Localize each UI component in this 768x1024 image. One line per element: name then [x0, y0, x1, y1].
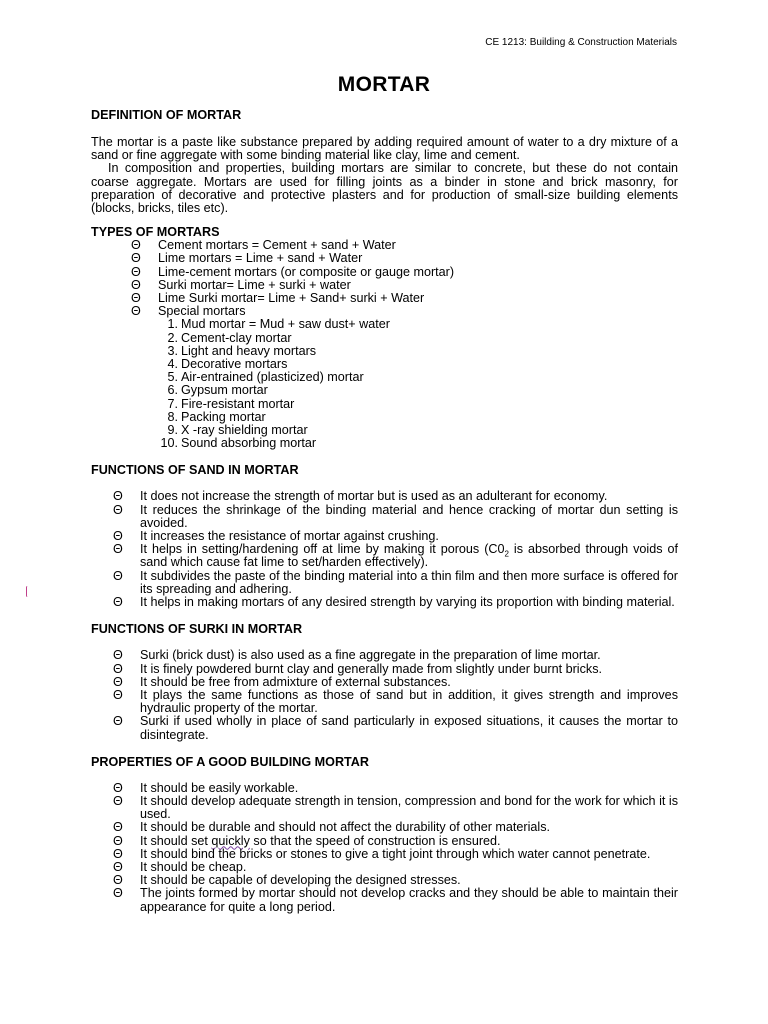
special-mortars-list	[91, 318, 678, 450]
special-mortar-item: 8. Packing mortar	[167, 409, 266, 424]
document-body	[91, 108, 678, 914]
special-mortar-item: 10. Sound absorbing mortar	[160, 436, 317, 451]
stray-pen-mark	[26, 586, 29, 597]
theta-bullet-icon: Θ	[113, 595, 123, 610]
special-mortar-item: 7. Fire-resistant mortar	[167, 396, 295, 411]
property-item: Θ It should bind the bricks or stones to give a tight joint through which water cannot penetrate.	[113, 846, 651, 861]
theta-bullet-icon: Θ	[131, 251, 141, 266]
theta-bullet-icon: Θ	[113, 873, 123, 888]
types-heading: TYPES OF MORTARS	[91, 225, 220, 240]
property-item: Θ It should develop adequate strength in tension, compression and bond for the work for which it is used.	[113, 793, 678, 822]
property-item: Θ It should be capable of developing the designed stresses.	[113, 873, 461, 888]
properties-heading: PROPERTIES OF A GOOD BUILDING MORTAR	[91, 754, 369, 769]
theta-bullet-icon: Θ	[131, 304, 141, 319]
types-item: Θ Cement mortars = Cement + sand + Water	[131, 238, 396, 253]
types-item: Θ Lime mortars = Lime + sand + Water	[131, 251, 363, 266]
property-item: Θ It should be easily workable.	[113, 780, 299, 795]
sand-function-item: Θ It helps in setting/hardening off at lime by making it porous ($C0_2$ is absorbed through voids of sand which cause fat lime to set/harden effectively).	[113, 542, 678, 570]
theta-bullet-icon: Θ	[113, 846, 123, 861]
theta-bullet-icon: Θ	[113, 859, 123, 874]
theta-bullet-icon: Θ	[113, 886, 123, 901]
sand-heading: FUNCTIONS OF SAND IN MORTAR	[91, 463, 299, 478]
theta-bullet-icon: Θ	[131, 238, 141, 253]
sand-function-item: Θ It subdivides the paste of the binding material into a thin film and then more surface is offered for its spreading and adhering.	[113, 568, 678, 596]
theta-bullet-icon: Θ	[131, 264, 141, 279]
theta-bullet-icon: Θ	[113, 661, 123, 676]
sand-functions-list	[91, 490, 678, 609]
special-mortar-item: 4. Decorative mortars	[167, 357, 288, 372]
theta-bullet-icon: Θ	[113, 568, 123, 583]
theta-bullet-icon: Θ	[113, 687, 123, 702]
surki-heading: FUNCTIONS OF SURKI IN MORTAR	[91, 622, 303, 637]
surki-function-item: Θ It plays the same functions as those of sand but in addition, it gives strength and improves hydraulic property of the mortar.	[113, 687, 678, 716]
types-item: Θ Special mortars	[131, 304, 246, 319]
special-mortar-item: 6. Gypsum mortar	[167, 383, 268, 398]
surki-function-item: Θ Surki if used wholly in place of sand particularly in exposed situations, it causes the mortar to disintegrate.	[113, 714, 678, 742]
theta-bullet-icon: Θ	[113, 502, 123, 517]
surki-function-item: Θ It is finely powdered burnt clay and generally made from slightly under burnt bricks.	[113, 661, 602, 676]
types-item: Θ Surki mortar= Lime + surki + water	[131, 277, 351, 292]
special-mortar-item: 3. Light and heavy mortars	[167, 343, 317, 358]
surki-function-item: Θ It should be free from admixture of external substances.	[113, 674, 451, 689]
types-item: Θ Lime-cement mortars (or composite or gauge mortar)	[131, 264, 455, 279]
theta-bullet-icon: Θ	[113, 674, 123, 689]
theta-bullet-icon: Θ	[131, 277, 141, 292]
theta-bullet-icon: Θ	[113, 529, 123, 544]
property-item: Θ It should set quickly so that the speed of construction is ensured.	[113, 833, 501, 848]
definition-paragraph-2: In composition and properties, building mortars are similar to concrete, but these do not contain coarse aggregate. Mortars are used for filling joints as a binder in stone and brick masonry, for preparation of decorative and protective plasters and for production of small-size building elements (blocks, bricks, tiles etc).	[91, 161, 678, 216]
theta-bullet-icon: Θ	[113, 648, 123, 663]
sand-function-item: Θ It increases the resistance of mortar against crushing.	[113, 529, 439, 544]
definition-text	[91, 136, 678, 215]
theta-bullet-icon: Θ	[113, 820, 123, 835]
sand-function-item: Θ It does not increase the strength of mortar but is used as an adulterant for economy.	[113, 489, 608, 504]
sand-function-item: Θ It helps in making mortars of any desired strength by varying its proportion with binding material.	[113, 595, 675, 610]
definition-paragraph-1: The mortar is a paste like substance prepared by adding required amount of water to a dry mixture of a sand or fine aggregate with some binding material like clay, lime and cement.	[91, 135, 678, 163]
special-mortar-item: 9. X -ray shielding mortar	[167, 423, 308, 438]
theta-bullet-icon: Θ	[131, 291, 141, 306]
surki-function-item: Θ Surki (brick dust) is also used as a fine aggregate in the preparation of lime mortar.	[113, 648, 601, 663]
properties-list	[91, 782, 678, 914]
definition-heading: DEFINITION OF MORTAR	[91, 108, 242, 122]
property-item: Θ The joints formed by mortar should not develop cracks and they should be able to maintain their appearance for quite a long period.	[113, 886, 678, 914]
types-list	[91, 239, 678, 318]
theta-bullet-icon: Θ	[113, 714, 123, 729]
page-title: MORTAR	[337, 73, 431, 96]
surki-functions-list	[91, 649, 678, 741]
course-header: CE 1213: Building & Construction Materials	[485, 37, 677, 48]
sand-function-item: Θ It reduces the shrinkage of the binding material and hence cracking of mortar dun setting is avoided.	[113, 502, 678, 530]
types-item: Θ Lime Surki mortar= Lime + Sand+ surki + Water	[131, 291, 425, 306]
property-item: Θ It should be durable and should not affect the durability of other materials.	[113, 820, 551, 835]
theta-bullet-icon: Θ	[113, 833, 123, 848]
property-item: Θ It should be cheap.	[113, 859, 247, 874]
theta-bullet-icon: Θ	[113, 542, 123, 557]
theta-bullet-icon: Θ	[113, 793, 123, 808]
special-mortar-item: 1. Mud mortar = Mud + saw dust+ water	[167, 317, 390, 332]
special-mortar-item: 2. Cement-clay mortar	[167, 330, 292, 345]
theta-bullet-icon: Θ	[113, 780, 123, 795]
theta-bullet-icon: Θ	[113, 489, 123, 504]
spellcheck-underlined-word: quickly	[211, 833, 250, 848]
special-mortar-item: 5. Air-entrained (plasticized) mortar	[167, 370, 364, 385]
